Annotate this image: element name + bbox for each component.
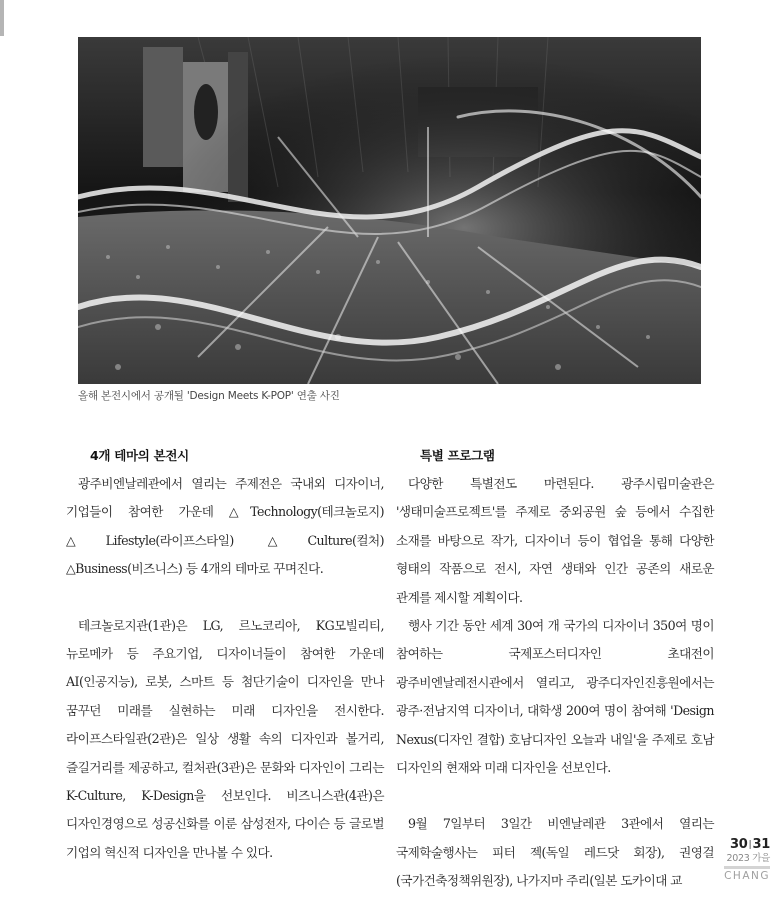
left-page-number: 30 xyxy=(730,837,748,852)
page-folio xyxy=(724,838,770,882)
section-title-special-program: 특별 프로그램 xyxy=(420,448,495,463)
page-separator: | xyxy=(748,840,752,850)
issue-season: 2023 가을 xyxy=(726,853,770,864)
concert-stage-photo xyxy=(78,37,701,384)
photo-caption: 올해 본전시에서 공개될 'Design Meets K-POP' 연출 사진 xyxy=(78,390,340,402)
right-column xyxy=(396,446,714,896)
magazine-brand: CHANG xyxy=(724,866,770,882)
page-edge-tab xyxy=(0,0,4,36)
paragraph: 광주비엔날레관에서 열리는 주제전은 국내외 디자이너, 기업들이 참여한 가운데 △Technology(테크놀로지) △Lifestyle(라이프스타일) △Culture(컬처) △Business(비즈니스) 등 4개의 테마로 꾸며진다. xyxy=(66,476,384,577)
left-column xyxy=(66,446,384,867)
paragraph: 행사 기간 동안 세계 30여 개 국가의 디자이너 350여 명이 참여하는 국제포스터디자인 초대전이 광주비엔날레전시관에서 열리고, 광주디자인진흥원에서는 광주·전남지역 디자이너, 대학생 200여 명이 참여해 'Design Nexus(디자인 결합) 호남디자인 오늘과 내일'을 주제로 호남 디자인의 현재와 미래 디자인을 선보인다. xyxy=(396,618,714,776)
paragraph: 다양한 특별전도 마련된다. 광주시립미술관은 '생태미술프로젝트'를 주제로 중외공원 숲 등에서 수집한 소재를 바탕으로 작가, 디자이너 등이 협업을 통해 다양한 형태의 작품으로 전시, 자연 생태와 인간 공존의 새로운 관계를 제시할 계획이다. xyxy=(396,476,714,605)
paragraph: 9월 7일부터 3일간 비엔날레관 3관에서 열리는 국제학술행사는 피터 젝(독일 레드닷 회장), 권영걸 (국가건축정책위원장), 나가지마 주리(일본 도카이대 교 xyxy=(396,816,714,889)
stage-image-icon xyxy=(78,37,701,384)
section-title-main-exhibition: 4개 테마의 본전시 xyxy=(90,448,189,463)
page-numbers xyxy=(724,838,770,852)
paragraph: 테크놀로지관(1관)은 LG, 르노코리아, KG모빌리티, 뉴로메카 등 주요기업, 디자이너들이 참여한 가운데 AI(인공지능), 로봇, 스마트 등 첨단기술이 디자인을 만나 꿈꾸던 미래를 실현하는 미래 디자인을 전시한다. 라이프스타일관(2관)은 일상 생활 속의 디자인과 볼거리, 즐길거리를 제공하고, 컬처관(3관)은 문화와 디자인이 그리는 K-Culture, K-Design을 선보인다. 비즈니스관(4관)은 디자인경영으로 성공신화를 이룬 삼성전자, 다이슨 등 글로벌 기업의 혁신적 디자인을 만나볼 수 있다. xyxy=(66,617,384,860)
right-page-number: 31 xyxy=(752,837,770,852)
